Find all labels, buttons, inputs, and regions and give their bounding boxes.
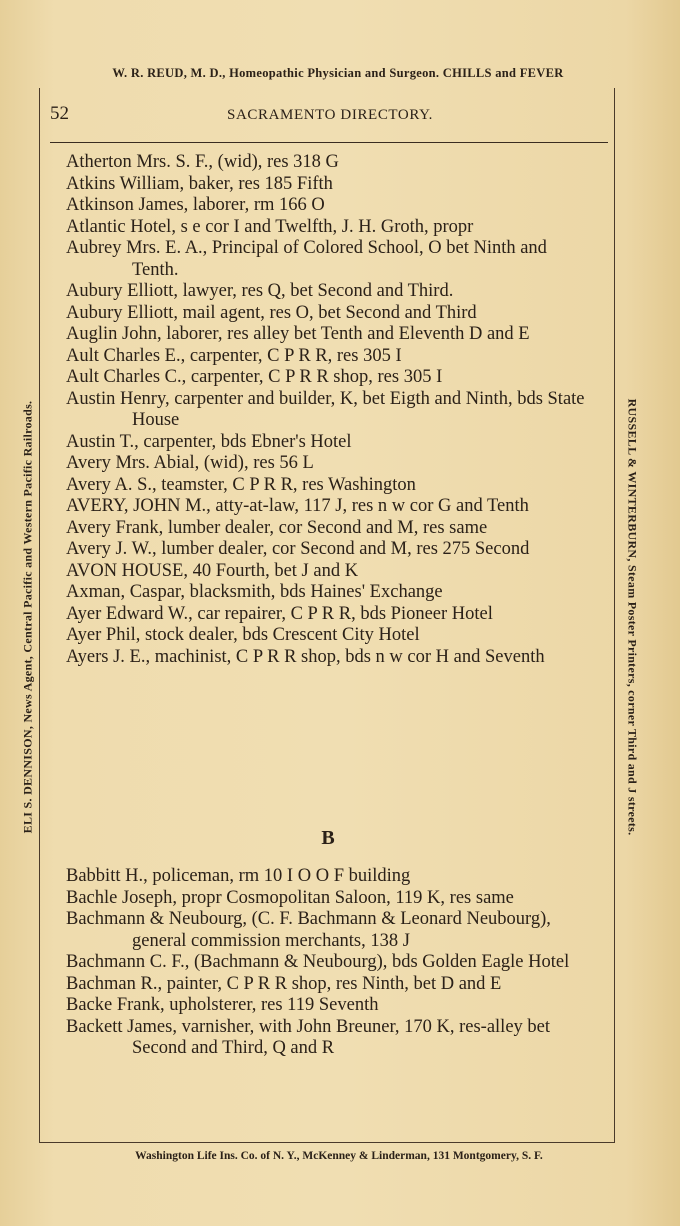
directory-entry: Backett James, varnisher, with John Breuner, 170 K, res-alley bet Second and Third, Q and R — [66, 1016, 551, 1058]
directory-entry: Avery Mrs. Abial, (wid), res 56 L — [66, 453, 314, 473]
running-head: SACRAMENTO DIRECTORY. — [227, 107, 433, 123]
directory-entry: Auglin John, laborer, res alley bet Tenth and Eleventh D and E — [66, 324, 530, 344]
directory-entry: Atherton Mrs. S. F., (wid), res 318 G — [66, 152, 339, 172]
directory-entry: Austin T., carpenter, bds Ebner's Hotel — [66, 431, 352, 452]
entries-b-list — [66, 866, 590, 1060]
directory-entry: Backe Frank, upholsterer, res 119 Seventh — [66, 995, 379, 1015]
directory-entry: Atkins William, baker, res 185 Fifth — [66, 173, 333, 194]
directory-entry: AVON HOUSE, 40 Fourth, bet J and K — [66, 560, 359, 581]
directory-entry: Austin Henry, carpenter and builder, K, bet Eigth and Ninth, bds State House — [66, 388, 585, 430]
directory-entry: Avery J. W., lumber dealer, cor Second and M, res 275 Second — [66, 539, 530, 559]
section-letter: B — [321, 827, 335, 849]
directory-entry: Axman, Caspar, blacksmith, bds Haines' Exchange — [66, 582, 443, 602]
left-advertisement: ELI S. DENNISON, News Agent, Central Pacific and Western Pacific Railroads. — [20, 400, 35, 834]
entries-a-list — [66, 152, 590, 668]
section-heading-b — [66, 827, 590, 850]
right-advertisement: RUSSELL & WINTERBURN, Steam Poster Printers, corner Third and J streets. — [625, 398, 640, 836]
directory-entry: Atkinson James, laborer, rm 166 O — [66, 195, 325, 215]
directory-entry: Ayers J. E., machinist, C P R R shop, bds n w cor H and Seventh — [66, 646, 545, 667]
directory-entry: Bachmann C. F., (Bachmann & Neubourg), bds Golden Eagle Hotel — [66, 952, 570, 972]
directory-entry: Bachmann & Neubourg, (C. F. Bachmann & Leonard Neubourg), general commission merchants, 138 J — [66, 909, 551, 951]
directory-entry: Avery A. S., teamster, C P R R, res Washington — [66, 474, 416, 495]
directory-entry: Bachman R., painter, C P R R shop, res Ninth, bet D and E — [66, 973, 502, 994]
directory-entry: Ayer Phil, stock dealer, bds Crescent City Hotel — [66, 625, 420, 645]
directory-entry: Ayer Edward W., car repairer, C P R R, bds Pioneer Hotel — [66, 603, 493, 624]
directory-entry: Bachle Joseph, propr Cosmopolitan Saloon, 119 K, res same — [66, 887, 514, 908]
directory-entry: Aubrey Mrs. E. A., Principal of Colored School, O bet Ninth and Tenth. — [66, 238, 547, 280]
directory-entry: Babbitt H., policeman, rm 10 I O O F building — [66, 866, 411, 886]
header-rule — [50, 142, 608, 143]
directory-entry: Avery Frank, lumber dealer, cor Second and M, res same — [66, 517, 488, 538]
bottom-advertisement: Washington Life Ins. Co. of N. Y., McKenney & Linderman, 131 Montgomery, S. F. — [135, 1150, 543, 1162]
directory-entry: Aubury Elliott, lawyer, res Q, bet Second and Third. — [66, 281, 454, 301]
top-advertisement: W. R. REUD, M. D., Homeopathic Physician and Surgeon. CHILLS and FEVER — [112, 66, 564, 80]
directory-entry: Aubury Elliott, mail agent, res O, bet Second and Third — [66, 302, 477, 323]
directory-entry: AVERY, JOHN M., atty-at-law, 117 J, res n w cor G and Tenth — [66, 496, 529, 516]
directory-entry: Ault Charles E., carpenter, C P R R, res 305 I — [66, 345, 402, 366]
directory-entry: Ault Charles C., carpenter, C P R R shop, res 305 I — [66, 367, 443, 387]
directory-entry: Atlantic Hotel, s e cor I and Twelfth, J. H. Groth, propr — [66, 216, 474, 237]
page-number: 52 — [50, 103, 69, 124]
